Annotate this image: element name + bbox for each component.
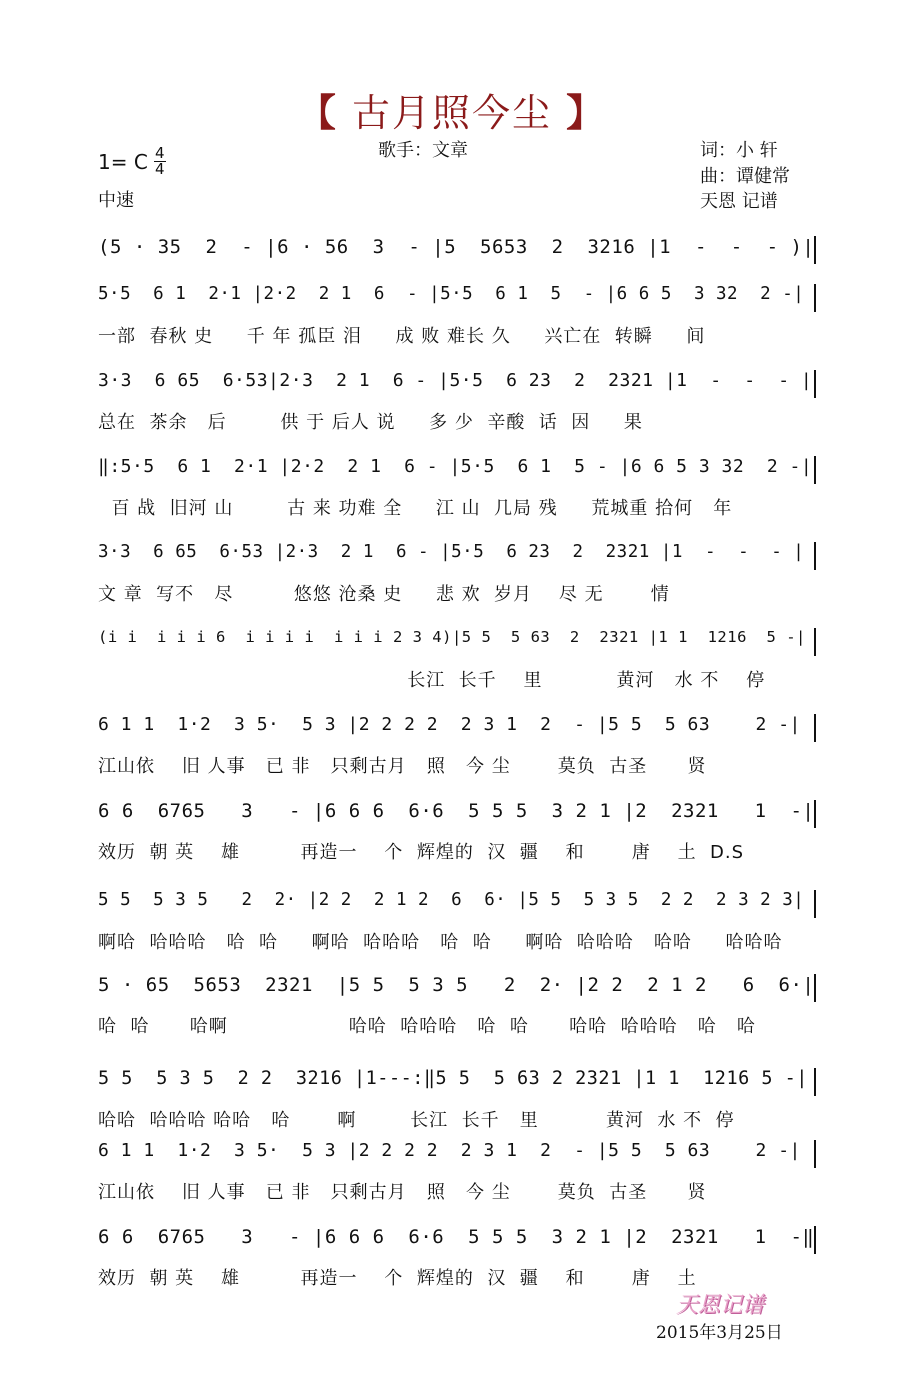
lyrics-line: 总在 茶余 后 供 于 后人 说 多 少 辛酸 话 因 果 [98, 412, 643, 433]
transcriber-stamp: 天恩记谱 [676, 1293, 765, 1318]
notation-line: 3·3 6 65 6·53|2·3 2 1 6 - |5·5 6 23 2 2321 |1 - - - | [98, 370, 813, 391]
title-bracket-open: 【 [297, 91, 338, 135]
composer: 曲：谭健常 [700, 166, 790, 187]
lyrics-line: 哈 哈 哈啊 哈哈 哈哈哈 哈 哈 哈哈 哈哈哈 哈 哈 [98, 1016, 756, 1037]
notation-line: 6 1 1 1·2 3 5· 5 3 |2 2 2 2 2 3 1 2 - |5 5 5 63 2 -| [98, 714, 801, 735]
time-top: 4 [155, 144, 165, 162]
notation-line: 6 6 6765 3 - |6 6 6 6·6 5 5 5 3 2 1 |2 2321 1 -| [98, 800, 815, 822]
notation-line: 6 6 6765 3 - |6 6 6 6·6 5 5 5 3 2 1 |2 2321 1 -‖ [98, 1226, 815, 1248]
notation-line: 5 · 65 5653 2321 |5 5 5 3 5 2 2· |2 2 2 1 2 6 6·| [98, 974, 815, 996]
lyrics-line: 长江 长千 里 黄河 水 不 停 [98, 670, 766, 691]
end-barline [814, 236, 816, 264]
title-bracket-close: 】 [566, 91, 607, 135]
notation-line: 5·5 6 1 2·1 |2·2 2 1 6 - |5·5 6 1 5 - |6 6 5 3 32 2 -| [98, 284, 805, 304]
notation-line: 5 5 5 3 5 2 2· |2 2 2 1 2 6 6· |5 5 5 3 5 2 2 2 3 2 3| [98, 890, 805, 910]
end-barline [814, 1068, 816, 1096]
notation-line: 3·3 6 65 6·53 |2·3 2 1 6 - |5·5 6 23 2 2321 |1 - - - | [98, 542, 805, 562]
lyrics-line: 啊哈 哈哈哈 哈 哈 啊哈 哈哈哈 哈 哈 啊哈 哈哈哈 哈哈 哈哈哈 [98, 932, 783, 953]
lyrics-line: 百 战 旧河 山 古 来 功难 全 江 山 几局 残 荒城重 拾何 年 [98, 498, 733, 519]
singer: 歌手：文章 [378, 140, 468, 161]
tempo: 中速 [98, 190, 134, 211]
lyrics-line: 一部 春秋 史 千 年 孤臣 泪 成 败 难长 久 兴亡在 转瞬 间 [98, 326, 706, 347]
end-barline [814, 284, 816, 312]
end-barline [814, 714, 816, 742]
lyricist: 词：小 轩 [700, 140, 778, 161]
lyrics-line: 文 章 写不 尽 悠悠 沧桑 史 悲 欢 岁月 尽 无 情 [98, 584, 670, 605]
song-title [0, 82, 904, 137]
end-barline [814, 370, 816, 398]
time-signature [154, 146, 166, 177]
key-text: 1= C [98, 149, 148, 174]
end-barline [814, 456, 816, 484]
end-barline [814, 974, 816, 1002]
notation-line: ‖:5·5 6 1 2·1 |2·2 2 1 6 - |5·5 6 1 5 - |6 6 5 3 32 2 -| [98, 456, 813, 477]
title-text: 古月照今尘 [351, 91, 552, 135]
end-barline [814, 628, 816, 656]
notation-line: (5 · 35 2 - |6 · 56 3 - |5 5653 2 3216 |1 - - - )| [98, 236, 815, 258]
lyrics-line: 效历 朝 英 雄 再造一 个 辉煌的 汉 疆 和 唐 土 D.S [98, 842, 745, 863]
lyrics-line: 哈哈 哈哈哈 哈哈 哈 啊 长江 长千 里 黄河 水 不 停 [98, 1110, 735, 1131]
lyrics-line: 效历 朝 英 雄 再造一 个 辉煌的 汉 疆 和 唐 土 [98, 1268, 697, 1289]
end-barline [814, 800, 816, 828]
lyrics-line: 江山依 旧 人事 已 非 只剩古月 照 今 尘 莫负 古圣 贤 [98, 756, 707, 777]
notation-line: (i i i i i 6 i i i i i i i 2 3 4)|5 5 5 63 2 2321 |1 1 1216 5 -| [98, 628, 806, 646]
date: 2015年3月25日 [656, 1323, 783, 1343]
key-signature [98, 146, 166, 177]
end-barline [814, 542, 816, 570]
time-bottom: 4 [155, 160, 165, 178]
notation-line: 5 5 5 3 5 2 2 3216 |1---:‖5 5 5 63 2 2321 |1 1 1216 5 -| [98, 1068, 808, 1089]
end-barline [814, 1140, 816, 1168]
end-barline [814, 890, 816, 918]
end-barline [814, 1226, 816, 1254]
lyrics-line: 江山依 旧 人事 已 非 只剩古月 照 今 尘 莫负 古圣 贤 [98, 1182, 707, 1203]
transcriber: 天恩 记谱 [700, 191, 778, 212]
notation-line: 6 1 1 1·2 3 5· 5 3 |2 2 2 2 2 3 1 2 - |5 5 5 63 2 -| [98, 1140, 801, 1161]
